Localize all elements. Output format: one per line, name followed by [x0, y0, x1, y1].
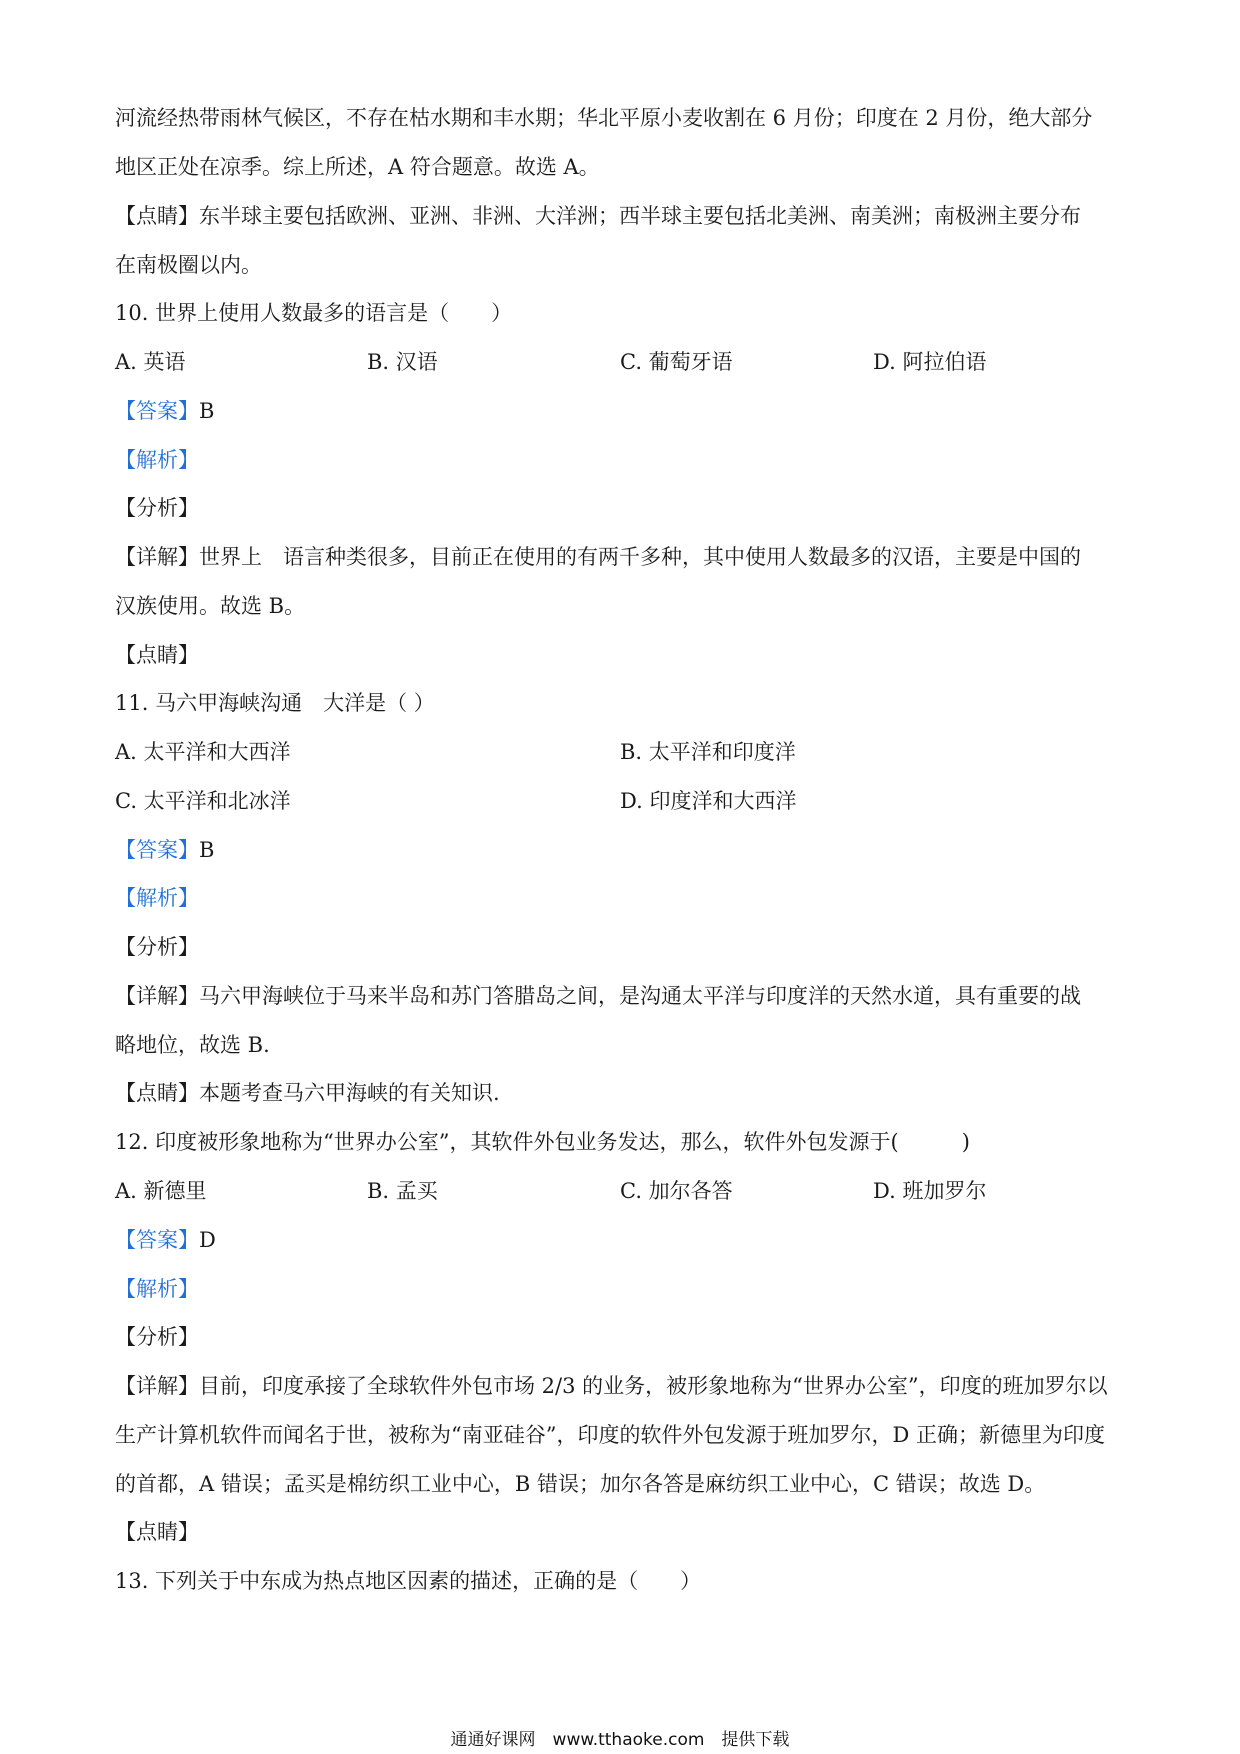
q13-stem: 13. 下列关于中东成为热点地区因素的描述，正确的是（ ）	[115, 1569, 702, 1593]
q12-jiexi-label: 【解析】	[115, 1277, 199, 1301]
q10-option-d: D. 阿拉伯语	[873, 350, 987, 374]
q11-dianjing	[115, 1078, 1135, 1108]
q12-option-a: A. 新德里	[115, 1179, 207, 1203]
q11-answer	[115, 835, 1135, 865]
intro-dianjing	[115, 201, 1135, 231]
dianjing-text: 本题考查马六甲海峡的有关知识.	[199, 1081, 500, 1105]
q10-dianjing-label: 【点睛】	[115, 643, 199, 667]
xiangjie-label: 【详解】	[115, 984, 199, 1008]
q10-xiangjie	[115, 542, 1135, 572]
q12-fenxi-label: 【分析】	[115, 1325, 199, 1349]
xiangjie-text: 马六甲海峡位于马来半岛和苏门答腊岛之间，是沟通太平洋与印度洋的天然水道，具有重要的战	[199, 984, 1081, 1008]
xiangjie-text: 目前，印度承接了全球软件外包市场 2/3 的业务，被形象地称为“世界办公室”，印度的班加罗尔以	[199, 1374, 1108, 1398]
answer-label: 【答案】	[115, 838, 199, 862]
q11-xiangjie	[115, 981, 1135, 1011]
q10-xiangjie-line-2: 汉族使用。故选 B。	[115, 594, 306, 618]
q12-xiangjie	[115, 1371, 1135, 1401]
q12-option-b: B. 孟买	[367, 1179, 438, 1203]
q10-jiexi-label: 【解析】	[115, 448, 199, 472]
xiangjie-label: 【详解】	[115, 545, 199, 569]
answer-label: 【答案】	[115, 1228, 199, 1252]
q12-option-c: C. 加尔各答	[620, 1179, 733, 1203]
answer-value: B	[199, 399, 215, 423]
intro-line-1: 河流经热带雨林气候区，不存在枯水期和丰水期；华北平原小麦收割在 6 月份；印度在 2 月份，绝大部分	[115, 106, 1093, 130]
q12-xiangjie-line-2: 生产计算机软件而闻名于世，被称为“南亚硅谷”，印度的软件外包发源于班加罗尔，D 正确；新德里为印度	[115, 1423, 1105, 1447]
q10-answer	[115, 396, 1135, 426]
q11-option-d: D. 印度洋和大西洋	[620, 789, 797, 813]
q10-option-c: C. 葡萄牙语	[620, 350, 733, 374]
q10-option-b: B. 汉语	[367, 350, 438, 374]
q12-option-d: D. 班加罗尔	[873, 1179, 987, 1203]
q12-xiangjie-line-3: 的首都，A 错误；孟买是棉纺织工业中心，B 错误；加尔各答是麻纺织工业中心，C 错误；故选 D。	[115, 1472, 1046, 1496]
q11-option-a: A. 太平洋和大西洋	[115, 740, 291, 764]
dianjing-text: 东半球主要包括欧洲、亚洲、非洲、大洋洲；西半球主要包括北美洲、南美洲；南极洲主要分布	[199, 204, 1081, 228]
q11-option-c: C. 太平洋和北冰洋	[115, 789, 291, 813]
dianjing-label: 【点睛】	[115, 204, 199, 228]
q11-stem: 11. 马六甲海峡沟通 大洋是（ ）	[115, 691, 435, 715]
page-footer: 通通好课网 www.tthaoke.com 提供下载	[450, 1730, 790, 1750]
answer-value: B	[199, 838, 215, 862]
intro-line-2: 地区正处在凉季。综上所述，A 符合题意。故选 A。	[115, 155, 600, 179]
q10-fenxi-label: 【分析】	[115, 496, 199, 520]
q11-option-b: B. 太平洋和印度洋	[620, 740, 796, 764]
q11-fenxi-label: 【分析】	[115, 935, 199, 959]
q12-stem: 12. 印度被形象地称为“世界办公室”，其软件外包业务发达，那么，软件外包发源于( )	[115, 1130, 970, 1154]
q10-stem: 10. 世界上使用人数最多的语言是（ ）	[115, 301, 513, 325]
intro-dianjing-line-2: 在南极圈以内。	[115, 253, 262, 277]
answer-value: D	[199, 1228, 216, 1252]
q12-dianjing-label: 【点睛】	[115, 1520, 199, 1544]
q12-answer	[115, 1225, 1135, 1255]
xiangjie-label: 【详解】	[115, 1374, 199, 1398]
answer-label: 【答案】	[115, 399, 199, 423]
q10-option-a: A. 英语	[115, 350, 186, 374]
xiangjie-text: 世界上 语言种类很多，目前正在使用的有两千多种，其中使用人数最多的汉语，主要是中国的	[199, 545, 1081, 569]
q11-xiangjie-line-2: 略地位，故选 B.	[115, 1033, 270, 1057]
dianjing-label: 【点睛】	[115, 1081, 199, 1105]
q11-jiexi-label: 【解析】	[115, 886, 199, 910]
